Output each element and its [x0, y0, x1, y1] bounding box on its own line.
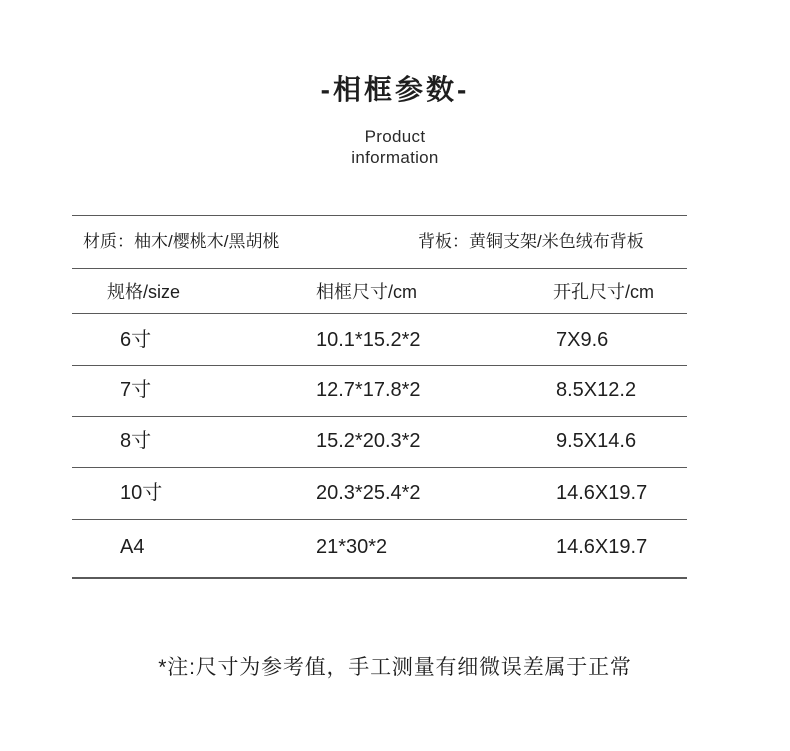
table-header-row	[0, 280, 790, 304]
backboard-material-text: 背板：黄铜支架/米色绒布背板	[418, 232, 644, 251]
cell-size: 6寸	[120, 329, 152, 351]
frame-material-text: 材质：柚木/樱桃木/黑胡桃	[83, 232, 280, 251]
cell-opening-size: 8.5X12.2	[556, 379, 637, 401]
cell-frame-size: 15.2*20.3*2	[316, 430, 421, 452]
header-frame-size: 相框尺寸/cm	[316, 282, 417, 302]
table-row	[0, 429, 790, 453]
table-rule	[72, 416, 687, 417]
measurement-note: *注:尺寸为参考值，手工测量有细微误差属于正常	[158, 656, 632, 679]
table-rule-bottom	[72, 577, 687, 579]
cell-opening-size: 14.6X19.7	[556, 482, 648, 504]
cell-opening-size: 9.5X14.6	[556, 430, 637, 452]
cell-opening-size: 14.6X19.7	[556, 536, 648, 558]
table-rule	[72, 467, 687, 468]
table-rule	[72, 268, 687, 269]
cell-size: 8寸	[120, 430, 152, 452]
page-title: -相框参数-	[320, 74, 470, 105]
table-rule	[72, 365, 687, 366]
table-row	[0, 328, 790, 352]
cell-size: A4	[120, 536, 145, 558]
header-size: 规格/size	[107, 282, 181, 302]
table-rule	[72, 519, 687, 520]
table-row	[0, 481, 790, 505]
cell-frame-size: 10.1*15.2*2	[316, 329, 421, 351]
header-opening-size: 开孔尺寸/cm	[553, 282, 654, 302]
table-row	[0, 535, 790, 559]
table-rule	[72, 313, 687, 314]
subtitle-line-product: Product	[364, 127, 426, 146]
cell-size: 7寸	[120, 379, 152, 401]
table-row	[0, 378, 790, 402]
materials-row	[0, 230, 790, 254]
cell-frame-size: 12.7*17.8*2	[316, 379, 421, 401]
cell-opening-size: 7X9.6	[556, 329, 609, 351]
subtitle-line-information: information	[351, 148, 439, 167]
table-rule-top	[72, 215, 687, 216]
cell-size: 10寸	[120, 482, 163, 504]
cell-frame-size: 20.3*25.4*2	[316, 482, 421, 504]
subtitle	[0, 126, 790, 168]
cell-frame-size: 21*30*2	[316, 536, 388, 558]
